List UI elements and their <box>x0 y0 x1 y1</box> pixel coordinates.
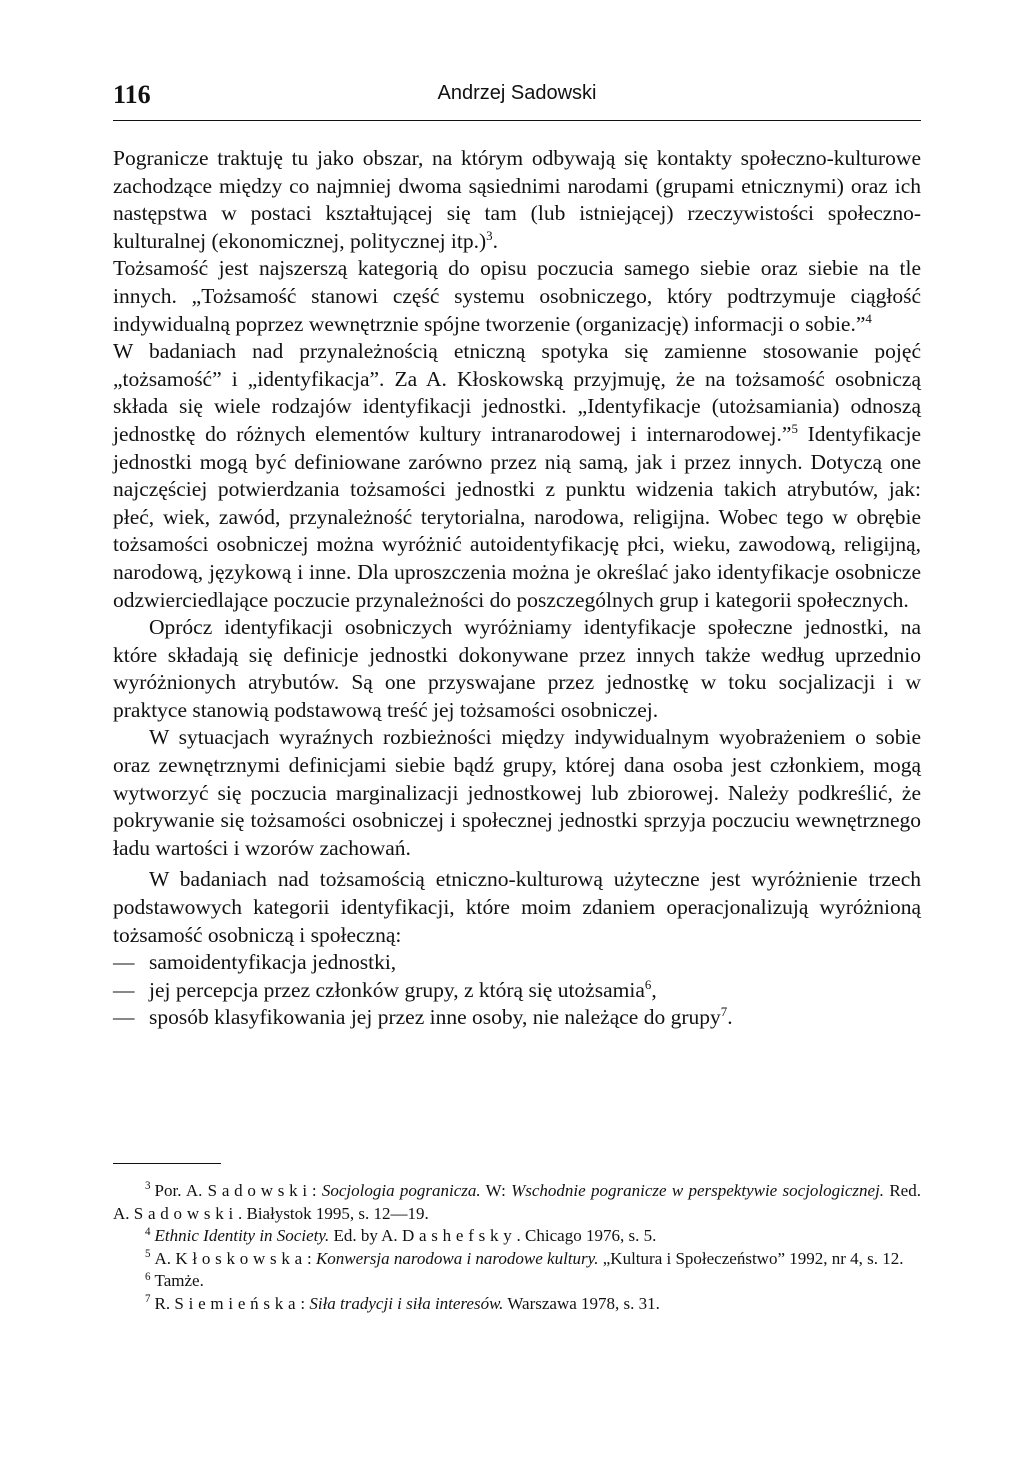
page-header <box>113 80 921 121</box>
list-item-punct: , <box>651 977 657 1002</box>
footnote-number: 6 <box>145 1270 151 1283</box>
paragraph-text: W badaniach nad tożsamością etniczno-kulturową użyteczne jest wyróżnienie trzech podstawowych kategorii identyfikacji, które moim zdaniem operacjonalizują wyróżnioną tożsamość osobniczą i społeczną: <box>113 867 921 947</box>
list-item <box>113 949 921 977</box>
dash-bullet: — <box>113 950 135 975</box>
footnote-3 <box>113 1180 921 1225</box>
footnote-author: Kłoskowska <box>175 1248 307 1268</box>
list-item <box>113 1004 921 1032</box>
footnote-number: 5 <box>145 1248 151 1261</box>
footnote-author: Siemieńska <box>174 1293 301 1313</box>
footnote-text: Por. A. <box>154 1181 208 1200</box>
paragraph-identification <box>113 338 921 614</box>
paragraph-categories <box>113 866 921 949</box>
footnote-number: 4 <box>145 1225 151 1238</box>
footnote-title: Ethnic Identity in Society. <box>154 1226 330 1246</box>
footnote-text: „Kultura i Społeczeństwo” 1992, nr 4, s. 12. <box>598 1248 904 1268</box>
paragraph-text: W sytuacjach wyraźnych rozbieżności między indywidualnym wyobrażeniem o sobie oraz zewnętrznymi definicjami siebie bądź grupy, której dana osoba jest członkiem, mogą wytworzyć się poczucia marginalizacji jednostkowej lub zbiorowej. Należy podkreślić, że pokrywanie się tożsamości osobniczej i społecznej jednostki sprzyja poczuciu wewnętrznego ładu wartości i wzorów zachowań. <box>113 725 921 860</box>
dash-bullet: — <box>113 977 135 1002</box>
footnote-divider <box>113 1163 221 1164</box>
paragraph-text: Identyfikacje jednostki mogą być definiowane zarówno przez nią samą, jak i przez innych. Dotyczą one najczęściej potwierdzania tożsamości jednostki z punktu widzenia takich atrybutów, jak: płeć, wiek, zawód, przynależność terytorialna, narodowa, religijna. Wobec tego w obrębie tożsamości osobniczej można wyróżnić autoidentyfikację płci, wieku, zawodową, religijną, narodową, językową i inne. Dla uproszczenia można je określać jako identyfikacje osobnicze odzwierciedlające poczucie przynależności do poszczególnych grup i kategorii społecznych. <box>113 421 921 612</box>
footnote-text: : <box>300 1293 310 1313</box>
footnote-text: Warszawa 1978, s. 31. <box>503 1293 660 1313</box>
paragraph-text: Oprócz identyfikacji osobniczych wyróżniamy identyfikacje społeczne jednostki, na które składają się definicje jednostki dokonywane przez innych także według uprzednio wyróżnionych atrybutów. Są one przyswajane przez jednostkę w toku socjalizacji i w praktyce stanowią podstawową treść jej tożsamości osobniczej. <box>113 615 921 722</box>
footnote-text: W: <box>480 1181 512 1200</box>
footnote-text: Red. A. <box>113 1181 921 1223</box>
footnote-title: Konwersja narodowa i narodowe kultury. <box>315 1248 599 1268</box>
paragraph-social-identification <box>113 614 921 724</box>
dash-bullet: — <box>113 1005 135 1030</box>
list-item <box>113 977 921 1005</box>
footnote-number: 7 <box>145 1293 151 1306</box>
footnote-author: Sadowski <box>207 1181 312 1200</box>
paragraph-text: Tożsamość jest najszerszą kategorią do opisu poczucia samego siebie oraz siebie na tle innych. „Tożsamość stanowi część systemu osobniczego, który podtrzymuje ciągłość indywidualną poprzez wewnętrznie spójne tworzenie (organizację) informacji o sobie.” <box>113 256 921 336</box>
footnote-7 <box>113 1293 921 1316</box>
footnote-title: Wschodnie pogranicze w perspektywie socjologicznej. <box>511 1181 885 1200</box>
paragraph-marginalization <box>113 724 921 862</box>
list-item-punct: . <box>727 1005 733 1030</box>
list-item-text: sposób klasyfikowania jej przez inne osoby, nie należące do grupy <box>149 1005 721 1030</box>
list-item-text: jej percepcja przez członków grupy, z którą się utożsamia <box>149 977 645 1002</box>
identification-categories-list <box>113 949 921 1032</box>
footnote-author: Dashefsky <box>401 1226 517 1246</box>
paragraph-identity <box>113 255 921 338</box>
footnote-number: 3 <box>145 1180 151 1193</box>
footnote-ref-7[interactable]: 7 <box>720 1005 728 1020</box>
footnote-title: Siła tradycji i siła interesów. <box>309 1293 504 1313</box>
running-head: Andrzej Sadowski <box>437 82 597 104</box>
footnote-ref-3[interactable]: 3 <box>486 228 493 243</box>
footnote-text: . Białystok 1995, s. 12—19. <box>237 1203 429 1223</box>
footnote-title: Socjologia pogranicza. <box>321 1181 481 1200</box>
paragraph-borderland: Pogranicze traktuję tu jako obszar, na którym odbywają się kontakty społeczno-kulturowe zachodzące między co najmniej dwoma sąsiednimi narodami (grupami etnicznymi) oraz ich następstwa w postaci kształtującej się tam (lub istniejącej) rzeczywistości społeczno-kulturalnej (ekonomicznej, politycznej itp.)$^3$. <box>113 146 921 253</box>
footnote-ref-4[interactable]: 4 <box>865 311 872 326</box>
footnotes <box>113 1180 921 1316</box>
footnote-text: : <box>306 1248 316 1268</box>
footnote-text: R. <box>154 1293 175 1313</box>
footnote-ref-5[interactable]: 5 <box>791 421 798 436</box>
footnote-text: A. <box>154 1248 176 1268</box>
footnote-5 <box>113 1248 921 1271</box>
footnote-text: : <box>311 1181 322 1200</box>
paragraph-text: W badaniach nad przynależnością etniczną spotyka się zamienne stosowanie pojęć „tożsamość” i „identyfikacja”. Za A. Kłoskowską przyjmuję, że na tożsamość osobniczą składa się wiele rodzajów identyfikacji jednostki. „Identyfikacje (utożsamiania) odnoszą jednostkę do różnych elementów kultury intranarodowej i internarodowej.” <box>113 339 921 446</box>
paragraph-text: Pogranicze traktuję tu jako obszar, na którym odbywają się kontakty społeczno-kulturowe zachodzące między co najmniej dwoma sąsiednimi narodami (grupami etnicznymi) oraz ich następstwa w postaci kształtującej się tam (lub istniejącej) rzeczywistości społeczno-kulturalnej (ekonomicznej, politycznej itp.) <box>113 146 921 253</box>
footnote-ref-6[interactable]: 6 <box>644 977 652 992</box>
footnote-author: Sadowski <box>133 1203 238 1223</box>
footnote-text: Ed. by A. <box>329 1226 402 1246</box>
footnote-text: Tamże. <box>154 1271 204 1291</box>
footnote-text: . Chicago 1976, s. 5. <box>516 1226 657 1246</box>
body-text <box>113 145 921 1032</box>
footnote-6 <box>113 1270 921 1293</box>
page-number: 116 <box>113 80 151 109</box>
list-item-text: samoidentyfikacja jednostki, <box>149 950 397 975</box>
footnote-4 <box>113 1225 921 1248</box>
